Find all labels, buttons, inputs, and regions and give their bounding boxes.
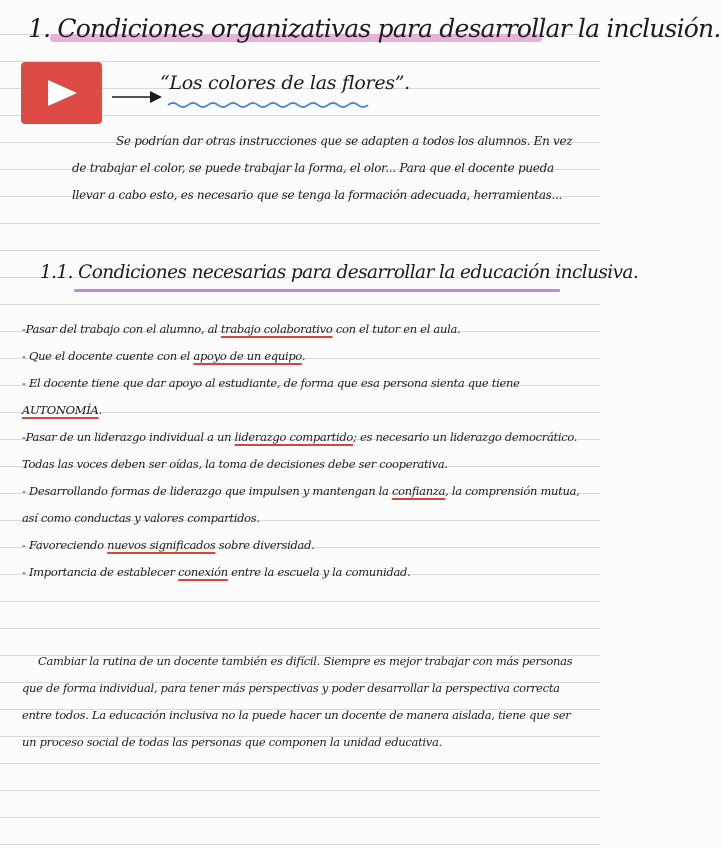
list-item: - Favoreciendo nuevos significados sobre diversidad. [22, 538, 315, 552]
play-triangle-icon [48, 80, 77, 106]
video-title: “Los colores de las flores”. [160, 72, 410, 94]
youtube-play-icon[interactable] [21, 62, 102, 124]
arrow-right-icon [112, 90, 162, 104]
list-item: - El docente tiene que dar apoyo al estudiante, de forma que esa persona sienta que tiene AUTONOMÍA. [22, 376, 520, 417]
section-title-underline [74, 289, 560, 292]
page-title: 1. Condiciones organizativas para desarrollar la inclusión. [28, 14, 721, 43]
list-item: -Pasar de un liderazgo individual a un liderazgo compartido; es necesario un liderazgo democrático. Todas las voces deben ser oídas, la toma de decisiones debe ser cooperativa. [22, 430, 578, 471]
closing-paragraph: Cambiar la rutina de un docente también es difícil. Siempre es mejor trabajar con más personas que de forma individual, para tener más perspectivas y poder desarrollar la perspectiva correcta entre todos. La educación inclusiva no la puede hacer un docente de manera aislada, tiene que ser un proceso social de todas las personas que componen la unidad educativa. [22, 654, 573, 749]
video-title-wavy-underline [168, 100, 368, 110]
list-item: -Pasar del trabajo con el alumno, al trabajo colaborativo con el tutor en el aula. [22, 322, 461, 336]
list-item: - Importancia de establecer conexión entre la escuela y la comunidad. [22, 565, 411, 579]
intro-paragraph: Se podrían dar otras instrucciones que se adapten a todos los alumnos. En vez de trabajar el color, se puede trabajar la forma, el olor... Para que el docente pueda llevar a cabo esto, es necesario que se tenga la formación adecuada, herramientas... [72, 134, 573, 202]
list-item: - Desarrollando formas de liderazgo que impulsen y mantengan la confianza, la comprensión mutua, así como conductas y valores compartidos. [22, 484, 580, 525]
bullet-list [22, 316, 582, 586]
list-item: - Que el docente cuente con el apoyo de un equipo. [22, 349, 306, 363]
section-title: 1.1. Condiciones necesarias para desarrollar la educación inclusiva. [40, 262, 639, 283]
